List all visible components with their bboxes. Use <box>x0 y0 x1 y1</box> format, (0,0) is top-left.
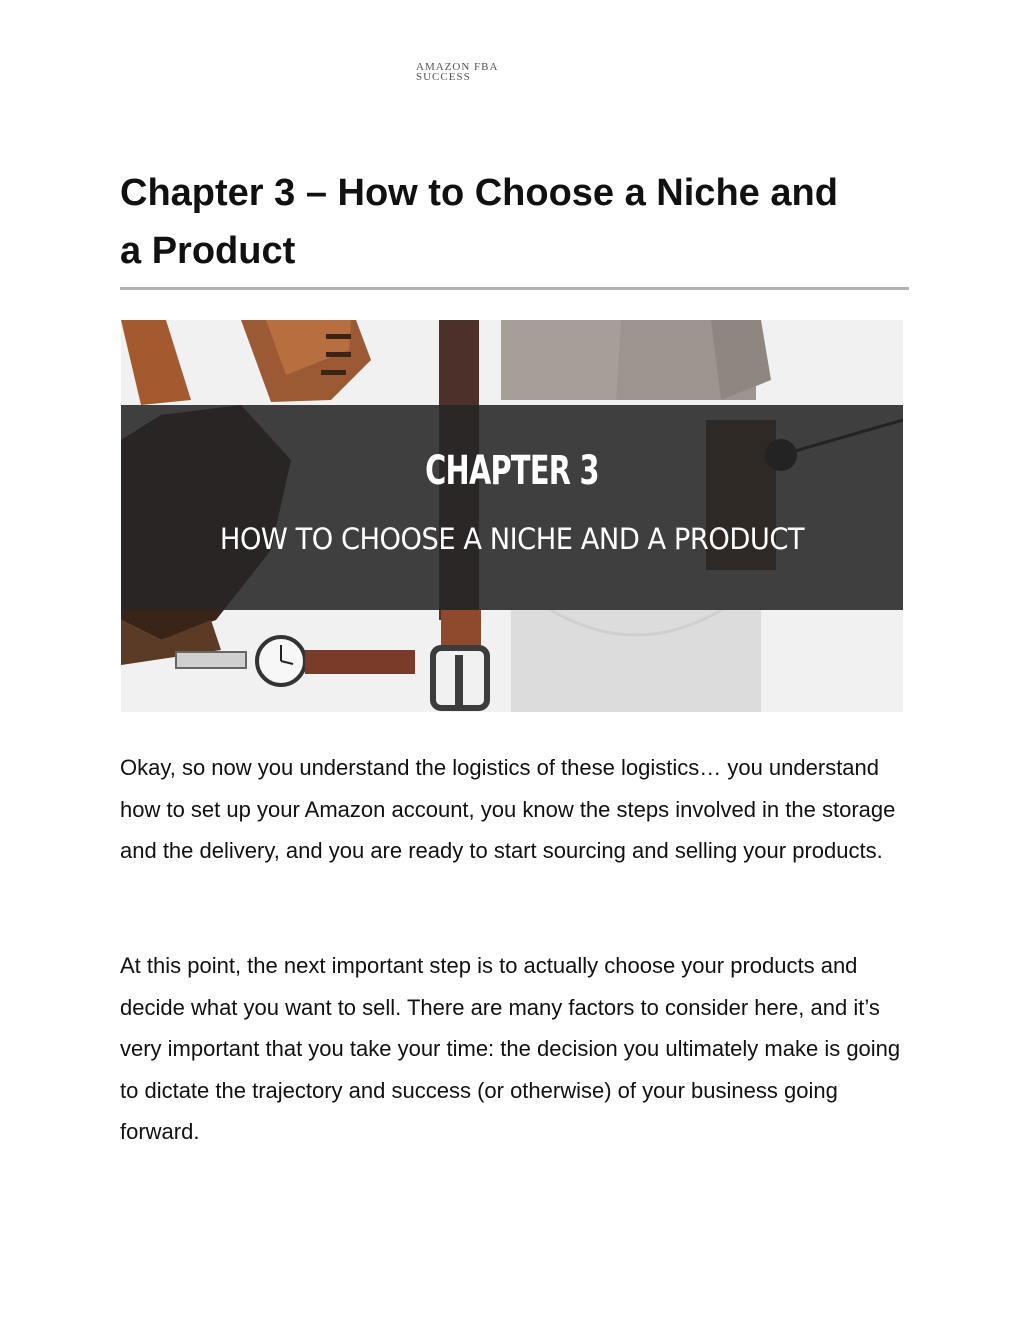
body-paragraph-2: At this point, the next important step is to actually choose your products and decide what you want to sell. There are many factors to consider here, and it’s very important that you take your time: the decision you ultimately make is going to dictate the trajectory and success (or otherwise) of your business going forward. <box>120 953 901 1144</box>
header-brand <box>416 62 498 82</box>
chapter-title <box>120 164 920 280</box>
folded-trousers-icon <box>501 320 771 400</box>
chapter-title-line2: a Product <box>120 230 296 272</box>
hero-heading: CHAPTER 3 <box>425 448 599 494</box>
hero-overlay-band <box>121 405 903 610</box>
hero-image <box>121 320 903 712</box>
header-brand-line2: SUCCESS <box>416 71 471 83</box>
body-paragraph-1: Okay, so now you understand the logistics of these logistics… you understand how to set up your Amazon account, you know the steps involved in the storage and the delivery, and you are ready to start sourcing and selling your products. <box>120 755 896 863</box>
header-brand-line1: AMAZON FBA <box>416 61 499 73</box>
t-shirt-icon <box>511 610 761 712</box>
chapter-title-line1: Chapter 3 – How to Choose a Niche and <box>120 172 838 214</box>
title-divider <box>120 287 909 290</box>
hero-subheading: HOW TO CHOOSE A NICHE AND A PRODUCT <box>219 522 805 556</box>
